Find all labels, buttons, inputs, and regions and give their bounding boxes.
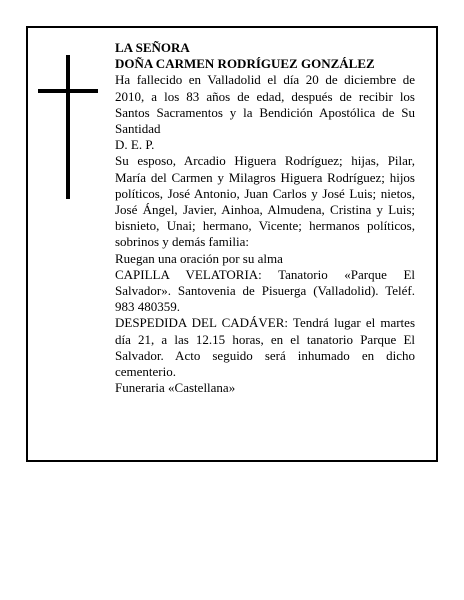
farewell-info: DESPEDIDA DEL CADÁVER: Tendrá lugar el martes día 21, a las 12.15 horas, en el tanatorio Parque El Salvador. Acto seguido será inhumado en dicho cementerio. [115,315,415,380]
cross-icon [38,55,98,199]
notice-text-block [115,40,415,396]
cross-vertical-bar [66,55,70,199]
heading-title: LA SEÑORA [115,40,190,55]
funeral-home: Funeraria «Castellana» [115,380,236,396]
chapel-info: CAPILLA VELATORIA: Tanatorio «Parque El Salvador». Santovenia de Pisuerga (Valladolid). Teléf. 983 480359. [115,266,415,315]
family-list: Su esposo, Arcadio Higuera Rodríguez; hijas, Pilar, María del Carmen y Milagros Higuera Rodríguez; hijos políticos, José Antonio, Juan Carlos y José Luis; nietos, José Ángel, Javier, Ainhoa, Almudena, Cristina y Luis; bisnieto, Unai; hermano, Vicente; hermanos políticos, sobrinos y demás familia: [115,153,415,250]
prayer-request: Ruegan una oración por su alma [115,250,283,266]
death-announcement: Ha fallecido en Valladolid el día 20 de diciembre de 2010, a los 83 años de edad, después de recibir los Santos Sacramentos y la Bendición Apostólica de Su Santidad [115,72,415,137]
rest-in-peace: D. E. P. [115,137,155,153]
obituary-notice [26,26,438,462]
cross-horizontal-bar [38,89,98,93]
deceased-name: DOÑA CARMEN RODRÍGUEZ GONZÁLEZ [115,56,375,72]
